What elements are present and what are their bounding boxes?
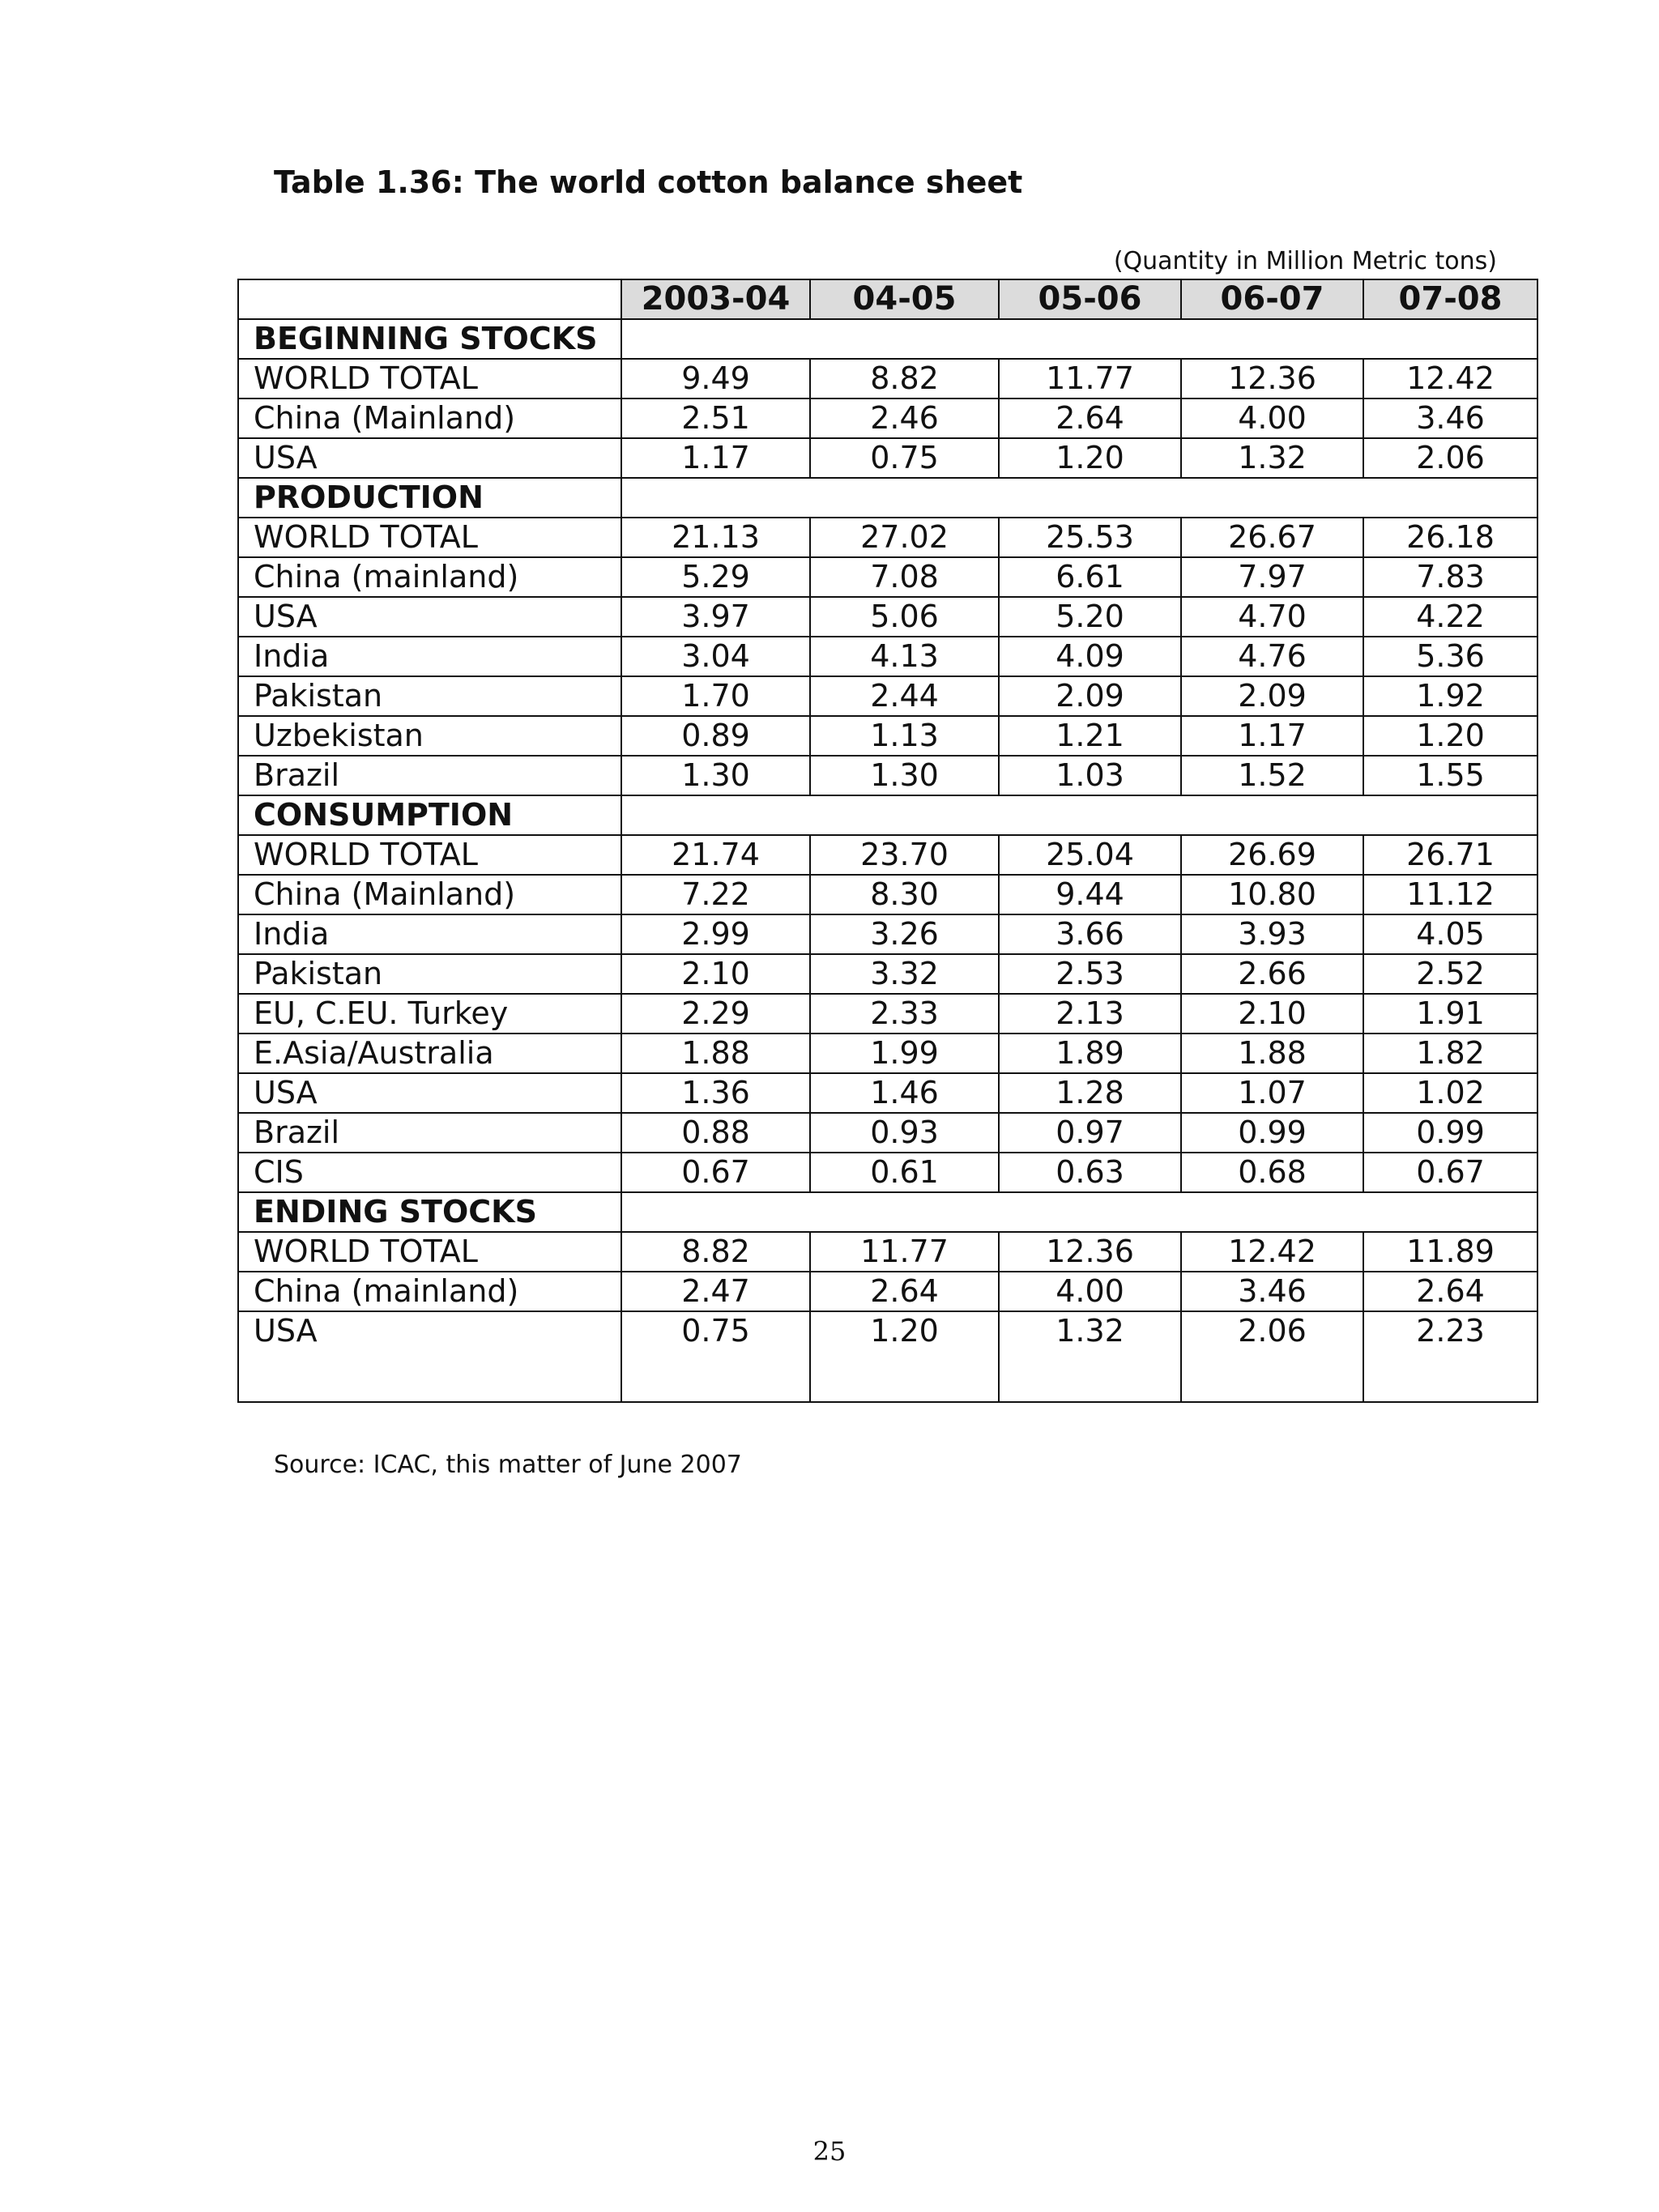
- table-row: [238, 359, 1537, 399]
- value-cell: 3.26: [810, 914, 999, 954]
- section-heading-row: [238, 478, 1537, 518]
- value-cell: 4.05: [1363, 914, 1537, 954]
- value-cell: 4.00: [1181, 399, 1363, 438]
- header-row: [238, 279, 1537, 319]
- value-cell: 2.52: [1363, 954, 1537, 994]
- value-cell: 2.66: [1181, 954, 1363, 994]
- row-label: Brazil: [238, 1113, 621, 1153]
- value-cell: 3.97: [621, 597, 810, 637]
- row-label: China (mainland): [238, 557, 621, 597]
- value-cell: 2.44: [810, 676, 999, 716]
- value-cell: 2.06: [1181, 1311, 1363, 1402]
- value-cell: 7.83: [1363, 557, 1537, 597]
- row-label: WORLD TOTAL: [238, 1232, 621, 1272]
- value-cell: 3.46: [1363, 399, 1537, 438]
- table-row: [238, 1113, 1537, 1153]
- value-cell: 2.53: [999, 954, 1181, 994]
- value-cell: 1.20: [1363, 716, 1537, 756]
- row-label: WORLD TOTAL: [238, 359, 621, 399]
- value-cell: 12.36: [999, 1232, 1181, 1272]
- value-cell: 0.97: [999, 1113, 1181, 1153]
- value-cell: 1.99: [810, 1034, 999, 1073]
- row-label: China (Mainland): [238, 875, 621, 914]
- value-cell: 1.32: [1181, 438, 1363, 478]
- column-header: 04-05: [810, 279, 999, 319]
- value-cell: 0.75: [621, 1311, 810, 1402]
- value-cell: 1.03: [999, 756, 1181, 795]
- value-cell: 2.64: [1363, 1272, 1537, 1311]
- value-cell: 23.70: [810, 835, 999, 875]
- value-cell: 11.77: [999, 359, 1181, 399]
- section-heading: CONSUMPTION: [238, 795, 621, 835]
- value-cell: 0.63: [999, 1153, 1181, 1192]
- row-label: USA: [238, 597, 621, 637]
- value-cell: 9.44: [999, 875, 1181, 914]
- value-cell: 2.47: [621, 1272, 810, 1311]
- table-row: [238, 1034, 1537, 1073]
- value-cell: 1.30: [810, 756, 999, 795]
- table-row: [238, 954, 1537, 994]
- row-label: China (mainland): [238, 1272, 621, 1311]
- row-label: USA: [238, 438, 621, 478]
- value-cell: 1.13: [810, 716, 999, 756]
- value-cell: 10.80: [1181, 875, 1363, 914]
- source-note: Source: ICAC, this matter of June 2007: [274, 1451, 742, 1479]
- value-cell: 1.88: [621, 1034, 810, 1073]
- table-header: [238, 279, 1537, 319]
- value-cell: 0.99: [1181, 1113, 1363, 1153]
- value-cell: 4.13: [810, 637, 999, 676]
- value-cell: 7.22: [621, 875, 810, 914]
- column-header: 07-08: [1363, 279, 1537, 319]
- value-cell: 5.06: [810, 597, 999, 637]
- value-cell: 12.36: [1181, 359, 1363, 399]
- page-number: 25: [812, 2136, 847, 2167]
- value-cell: 0.93: [810, 1113, 999, 1153]
- value-cell: 2.23: [1363, 1311, 1537, 1402]
- value-cell: 0.67: [621, 1153, 810, 1192]
- value-cell: 11.89: [1363, 1232, 1537, 1272]
- value-cell: 3.93: [1181, 914, 1363, 954]
- table-row: [238, 716, 1537, 756]
- table-row: [238, 1232, 1537, 1272]
- table-row: [238, 756, 1537, 795]
- value-cell: 2.51: [621, 399, 810, 438]
- row-label: E.Asia/Australia: [238, 1034, 621, 1073]
- value-cell: 0.67: [1363, 1153, 1537, 1192]
- table-row: [238, 518, 1537, 557]
- value-cell: 1.20: [999, 438, 1181, 478]
- row-label: India: [238, 637, 621, 676]
- table-row: [238, 835, 1537, 875]
- value-cell: 2.29: [621, 994, 810, 1034]
- table-row: [238, 1073, 1537, 1113]
- value-cell: 12.42: [1363, 359, 1537, 399]
- value-cell: 4.70: [1181, 597, 1363, 637]
- value-cell: 5.36: [1363, 637, 1537, 676]
- value-cell: 1.91: [1363, 994, 1537, 1034]
- value-cell: 2.10: [1181, 994, 1363, 1034]
- value-cell: 1.55: [1363, 756, 1537, 795]
- value-cell: 1.52: [1181, 756, 1363, 795]
- row-label: WORLD TOTAL: [238, 518, 621, 557]
- row-label: Brazil: [238, 756, 621, 795]
- table-row: [238, 1153, 1537, 1192]
- column-header: 2003-04: [621, 279, 810, 319]
- value-cell: 11.77: [810, 1232, 999, 1272]
- value-cell: 1.82: [1363, 1034, 1537, 1073]
- value-cell: 1.92: [1363, 676, 1537, 716]
- table-row: [238, 875, 1537, 914]
- row-label: Uzbekistan: [238, 716, 621, 756]
- value-cell: 2.09: [999, 676, 1181, 716]
- row-label: CIS: [238, 1153, 621, 1192]
- value-cell: 5.20: [999, 597, 1181, 637]
- value-cell: 11.12: [1363, 875, 1537, 914]
- value-cell: 27.02: [810, 518, 999, 557]
- table-row: [238, 557, 1537, 597]
- value-cell: 8.82: [621, 1232, 810, 1272]
- value-cell: 0.88: [621, 1113, 810, 1153]
- value-cell: 1.36: [621, 1073, 810, 1113]
- value-cell: 5.29: [621, 557, 810, 597]
- row-label: Pakistan: [238, 954, 621, 994]
- value-cell: 25.04: [999, 835, 1181, 875]
- table-row: [238, 1272, 1537, 1311]
- table-row: [238, 399, 1537, 438]
- value-cell: 1.89: [999, 1034, 1181, 1073]
- value-cell: 2.99: [621, 914, 810, 954]
- value-cell: 6.61: [999, 557, 1181, 597]
- value-cell: 1.21: [999, 716, 1181, 756]
- value-cell: 2.10: [621, 954, 810, 994]
- value-cell: 1.46: [810, 1073, 999, 1113]
- value-cell: 1.17: [621, 438, 810, 478]
- table-row: [238, 438, 1537, 478]
- section-heading: ENDING STOCKS: [238, 1192, 621, 1232]
- value-cell: 21.13: [621, 518, 810, 557]
- value-cell: 26.67: [1181, 518, 1363, 557]
- value-cell: 9.49: [621, 359, 810, 399]
- value-cell: 26.71: [1363, 835, 1537, 875]
- value-cell: 25.53: [999, 518, 1181, 557]
- section-heading-row: [238, 319, 1537, 359]
- value-cell: 2.13: [999, 994, 1181, 1034]
- section-heading: PRODUCTION: [238, 478, 621, 518]
- value-cell: 26.69: [1181, 835, 1363, 875]
- value-cell: 1.30: [621, 756, 810, 795]
- table-row: [238, 597, 1537, 637]
- table-row: [238, 994, 1537, 1034]
- unit-note: (Quantity in Million Metric tons): [1113, 247, 1497, 275]
- section-heading: BEGINNING STOCKS: [238, 319, 621, 359]
- value-cell: 2.46: [810, 399, 999, 438]
- value-cell: 0.75: [810, 438, 999, 478]
- header-corner-cell: [238, 279, 621, 319]
- row-label: USA: [238, 1311, 621, 1402]
- section-heading-blank: [621, 795, 1537, 835]
- value-cell: 0.89: [621, 716, 810, 756]
- value-cell: 2.64: [999, 399, 1181, 438]
- table-title: Table 1.36: The world cotton balance sheet: [274, 164, 1023, 200]
- value-cell: 12.42: [1181, 1232, 1363, 1272]
- value-cell: 1.88: [1181, 1034, 1363, 1073]
- section-heading-row: [238, 1192, 1537, 1232]
- value-cell: 0.68: [1181, 1153, 1363, 1192]
- table-body: [238, 319, 1537, 1402]
- value-cell: 1.07: [1181, 1073, 1363, 1113]
- value-cell: 3.04: [621, 637, 810, 676]
- cotton-balance-table: [237, 279, 1538, 1403]
- value-cell: 4.22: [1363, 597, 1537, 637]
- value-cell: 3.66: [999, 914, 1181, 954]
- table-row: [238, 637, 1537, 676]
- value-cell: 21.74: [621, 835, 810, 875]
- section-heading-row: [238, 795, 1537, 835]
- table-row: [238, 1311, 1537, 1402]
- section-heading-blank: [621, 478, 1537, 518]
- value-cell: 3.46: [1181, 1272, 1363, 1311]
- value-cell: 2.64: [810, 1272, 999, 1311]
- value-cell: 0.99: [1363, 1113, 1537, 1153]
- value-cell: 4.76: [1181, 637, 1363, 676]
- row-label: China (Mainland): [238, 399, 621, 438]
- value-cell: 0.61: [810, 1153, 999, 1192]
- row-label: WORLD TOTAL: [238, 835, 621, 875]
- value-cell: 2.09: [1181, 676, 1363, 716]
- section-heading-blank: [621, 1192, 1537, 1232]
- value-cell: 26.18: [1363, 518, 1537, 557]
- value-cell: 1.28: [999, 1073, 1181, 1113]
- section-heading-blank: [621, 319, 1537, 359]
- value-cell: 4.09: [999, 637, 1181, 676]
- table-row: [238, 914, 1537, 954]
- value-cell: 1.02: [1363, 1073, 1537, 1113]
- value-cell: 1.20: [810, 1311, 999, 1402]
- value-cell: 1.17: [1181, 716, 1363, 756]
- value-cell: 8.30: [810, 875, 999, 914]
- value-cell: 3.32: [810, 954, 999, 994]
- value-cell: 7.08: [810, 557, 999, 597]
- row-label: Pakistan: [238, 676, 621, 716]
- column-header: 06-07: [1181, 279, 1363, 319]
- value-cell: 8.82: [810, 359, 999, 399]
- value-cell: 7.97: [1181, 557, 1363, 597]
- row-label: India: [238, 914, 621, 954]
- value-cell: 1.70: [621, 676, 810, 716]
- column-header: 05-06: [999, 279, 1181, 319]
- value-cell: 2.33: [810, 994, 999, 1034]
- value-cell: 4.00: [999, 1272, 1181, 1311]
- value-cell: 1.32: [999, 1311, 1181, 1402]
- row-label: USA: [238, 1073, 621, 1113]
- row-label: EU, C.EU. Turkey: [238, 994, 621, 1034]
- value-cell: 2.06: [1363, 438, 1537, 478]
- table-row: [238, 676, 1537, 716]
